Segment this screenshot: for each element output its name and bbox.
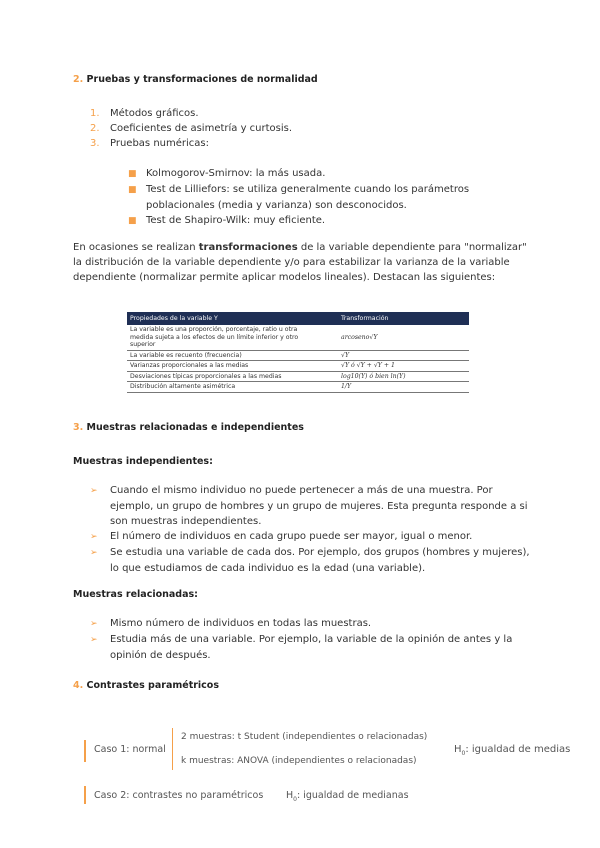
h0-subscript: 0	[461, 750, 466, 757]
case-1-k-samples: k muestras: ANOVA (independientes o relacionadas)	[181, 756, 417, 766]
h0-text: : igualdad de medias	[465, 744, 571, 755]
case-2-hypothesis	[286, 790, 409, 803]
list-item	[128, 166, 469, 182]
list-item	[128, 182, 469, 198]
paragraph-bold: transformaciones	[198, 242, 298, 253]
list-item-text: Kolmogorov-Smirnov: la más usada.	[146, 168, 326, 179]
paragraph-line: dependiente (normalizar permite aplicar modelos lineales). Destacan las siguientes:	[73, 272, 496, 283]
list-number: 1.	[90, 108, 100, 119]
paragraph-text: En ocasiones se realizan	[73, 242, 199, 253]
case-1-marker	[84, 740, 86, 762]
section-title: Contrastes paramétricos	[86, 680, 219, 691]
section-3-heading	[73, 422, 304, 433]
table-row	[127, 371, 469, 382]
bullet-icon: ■	[128, 185, 137, 195]
case-1-label: Caso 1: normal	[94, 744, 166, 755]
section-title: Muestras relacionadas e independientes	[86, 422, 304, 433]
methods-list	[90, 106, 292, 151]
list-number: 3.	[90, 138, 100, 149]
case-2-marker	[84, 786, 86, 804]
transformations-table	[127, 312, 469, 393]
table-cell: arcoseno√Y	[338, 325, 469, 350]
list-item-text: Coeficientes de asimetría y curtosis.	[110, 123, 293, 134]
list-item-text: Pruebas numéricas:	[110, 138, 209, 149]
table-cell: Desviaciones típicas proporcionales a las medias	[127, 371, 338, 382]
section-number: 4.	[73, 680, 84, 691]
section-number: 3.	[73, 422, 84, 433]
list-item	[90, 632, 540, 648]
list-item-continuation: poblacionales (media y varianza) son desconocidos.	[146, 200, 407, 211]
cell-line: medida sujeta a los efectos de un límite inferior y otro	[130, 333, 299, 341]
arrow-bullet-icon: ➢	[90, 548, 98, 558]
cell-line: La variable es una proporción, porcentaje, ratio u otra	[130, 326, 298, 333]
section-2-heading	[73, 74, 318, 85]
list-item-continuation: lo que estudiamos de cada individuo es la edad (una variable).	[110, 563, 426, 574]
h0-subscript: 0	[293, 795, 297, 803]
tests-list	[128, 166, 469, 229]
paragraph-line: la distribución de la variable dependiente y/o para estabilizar la varianza de la variable	[73, 257, 510, 268]
list-number: 2.	[90, 123, 100, 134]
list-item-text: Estudia más de una variable. Por ejemplo, la variable de la opinión de antes y la	[110, 634, 513, 645]
case-1-hypothesis	[454, 744, 570, 757]
related-samples-title: Muestras relacionadas:	[73, 589, 198, 600]
arrow-bullet-icon: ➢	[90, 532, 98, 542]
list-item-text: Test de Lilliefors: se utiliza generalmente cuando los parámetros	[146, 184, 470, 195]
table-cell: 1/Y	[338, 382, 469, 393]
table-cell: La variable es recuento (frecuencia)	[127, 350, 338, 361]
table-cell: √Y	[338, 350, 469, 361]
list-item	[90, 545, 540, 561]
h0-text: : igualdad de medianas	[296, 790, 409, 801]
section-4-heading	[73, 680, 219, 691]
list-item-text: Cuando el mismo individuo no puede pertenecer a más de una muestra. Por	[110, 485, 493, 496]
table-cell: Distribución altamente asimétrica	[127, 382, 338, 393]
cell-line: superior	[130, 341, 156, 348]
list-item-text: El número de individuos en cada grupo puede ser mayor, igual o menor.	[110, 531, 473, 542]
list-item-text: Se estudia una variable de cada dos. Por ejemplo, dos grupos (hombres y mujeres),	[110, 547, 530, 558]
section-title: Pruebas y transformaciones de normalidad	[86, 74, 318, 85]
list-item-text: Test de Shapiro-Wilk: muy eficiente.	[146, 215, 326, 226]
list-item	[90, 529, 540, 545]
list-item-text: Mismo número de individuos en todas las muestras.	[110, 618, 372, 629]
table-header: Transformación	[338, 312, 469, 325]
arrow-bullet-icon: ➢	[90, 635, 98, 645]
list-item-continuation: ejemplo, un grupo de hombres y un grupo de mujeres. Esta pregunta responde a si	[110, 501, 528, 512]
table-header-row	[127, 312, 469, 325]
transformations-paragraph	[73, 240, 533, 285]
bullet-icon: ■	[128, 216, 137, 226]
table-row	[127, 361, 469, 372]
list-item	[90, 483, 540, 499]
table-cell: log10(Y) ó bien ln(Y)	[338, 371, 469, 382]
list-item-continuation: opinión de después.	[110, 650, 211, 661]
table-row	[127, 350, 469, 361]
table-row	[127, 325, 469, 350]
independent-samples-list	[90, 483, 540, 576]
table-cell: Varianzas proporcionales a las medias	[127, 361, 338, 372]
table-header: Propiedades de la variable Y	[127, 312, 338, 325]
h0-symbol: H	[454, 744, 462, 755]
arrow-bullet-icon: ➢	[90, 619, 98, 629]
list-item	[128, 213, 469, 229]
list-item	[90, 136, 292, 151]
bullet-icon: ■	[128, 169, 137, 179]
list-item-text: Métodos gráficos.	[110, 108, 199, 119]
list-item	[90, 121, 292, 136]
section-number: 2.	[73, 74, 84, 85]
case-1-two-samples: 2 muestras: t Student (independientes o relacionadas)	[181, 732, 428, 742]
case-2-label: Caso 2: contrastes no paramétricos	[94, 790, 264, 801]
independent-samples-title: Muestras independientes:	[73, 456, 213, 467]
list-item-continuation: son muestras independientes.	[110, 516, 262, 527]
list-item	[90, 106, 292, 121]
h0-symbol: H	[286, 790, 294, 801]
table-cell: √Y ó √Y + √Y + 1	[338, 361, 469, 372]
table-row	[127, 382, 469, 393]
case-1-brace	[172, 728, 173, 770]
table-cell	[127, 325, 338, 350]
paragraph-text: de la variable dependiente para "normalizar"	[297, 242, 527, 253]
related-samples-list	[90, 616, 540, 663]
list-item	[90, 616, 540, 632]
arrow-bullet-icon: ➢	[90, 486, 98, 496]
